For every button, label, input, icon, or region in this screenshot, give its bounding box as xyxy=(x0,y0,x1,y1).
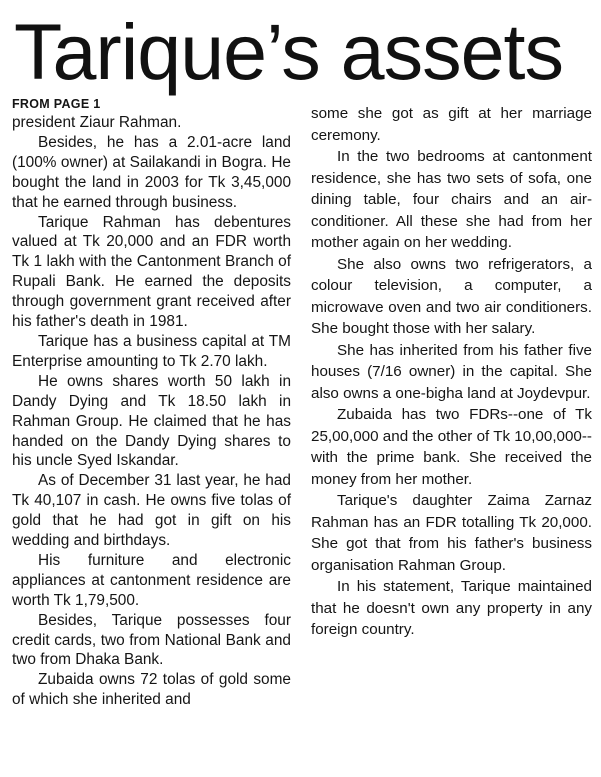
article-column-right xyxy=(311,103,592,641)
paragraph: Besides, Tarique possesses four credit cards, two from National Bank and two from Dhaka Bank. xyxy=(12,611,291,669)
paragraph: She has inherited from his father five houses (7/16 owner) in the capital. She also owns a one-bigha land at Joydevpur. xyxy=(311,341,592,402)
paragraph: president Ziaur Rahman. xyxy=(12,114,182,131)
paragraph: As of December 31 last year, he had Tk 40,107 in cash. He owns five tolas of gold that he had got in gift on his wedding and birthdays. xyxy=(12,472,291,550)
paragraph: Tarique Rahman has debentures valued at Tk 20,000 and an FDR worth Tk 1 lakh with the Cantonment Branch of Rupali Bank. He earned the deposits through government grant received after his father's death in 1981. xyxy=(12,213,291,331)
paragraph: Tarique's daughter Zaima Zarnaz Rahman has an FDR totalling Tk 20,000. She got that from his father's business organisation Rahman Group. xyxy=(311,492,592,574)
dateline: FROM PAGE 1 xyxy=(12,97,101,111)
paragraph: He owns shares worth 50 lakh in Dandy Dying and Tk 18.50 lakh in Rahman Group. He claimed that he has handed on the Dandy Dying shares to his uncle Syed Iskandar. xyxy=(12,372,291,470)
paragraph: His furniture and electronic appliances at cantonment residence are worth Tk 1,79,500. xyxy=(12,551,291,609)
paragraph: Besides, he has a 2.01-acre land (100% owner) at Sailakandi in Bogra. He bought the land in 2003 for Tk 3,45,000 that he earned through business. xyxy=(12,133,291,211)
article-column-left xyxy=(12,94,291,710)
paragraph: She also owns two refrigerators, a colour television, a computer, a microwave oven and two air conditioners. She bought those with her salary. xyxy=(311,255,592,337)
paragraph: Tarique has a business capital at TM Enterprise amounting to Tk 2.70 lakh. xyxy=(12,332,291,370)
paragraph: In his statement, Tarique maintained that he doesn't own any property in any foreign country. xyxy=(311,578,592,638)
paragraph: some she got as gift at her marriage ceremony. xyxy=(311,105,592,144)
paragraph: In the two bedrooms at cantonment residence, she has two sets of sofa, one dining table, four chairs and an air-conditioner. All these she had from her mother again on her wedding. xyxy=(311,148,592,251)
paragraph: Zubaida owns 72 tolas of gold some of which she inherited and xyxy=(12,671,291,709)
headline: Tarique’s assets xyxy=(14,7,563,96)
paragraph: Zubaida has two FDRs--one of Tk 25,00,000 and the other of Tk 10,00,000--with the prime bank. She received the money from her mother. xyxy=(311,406,592,488)
